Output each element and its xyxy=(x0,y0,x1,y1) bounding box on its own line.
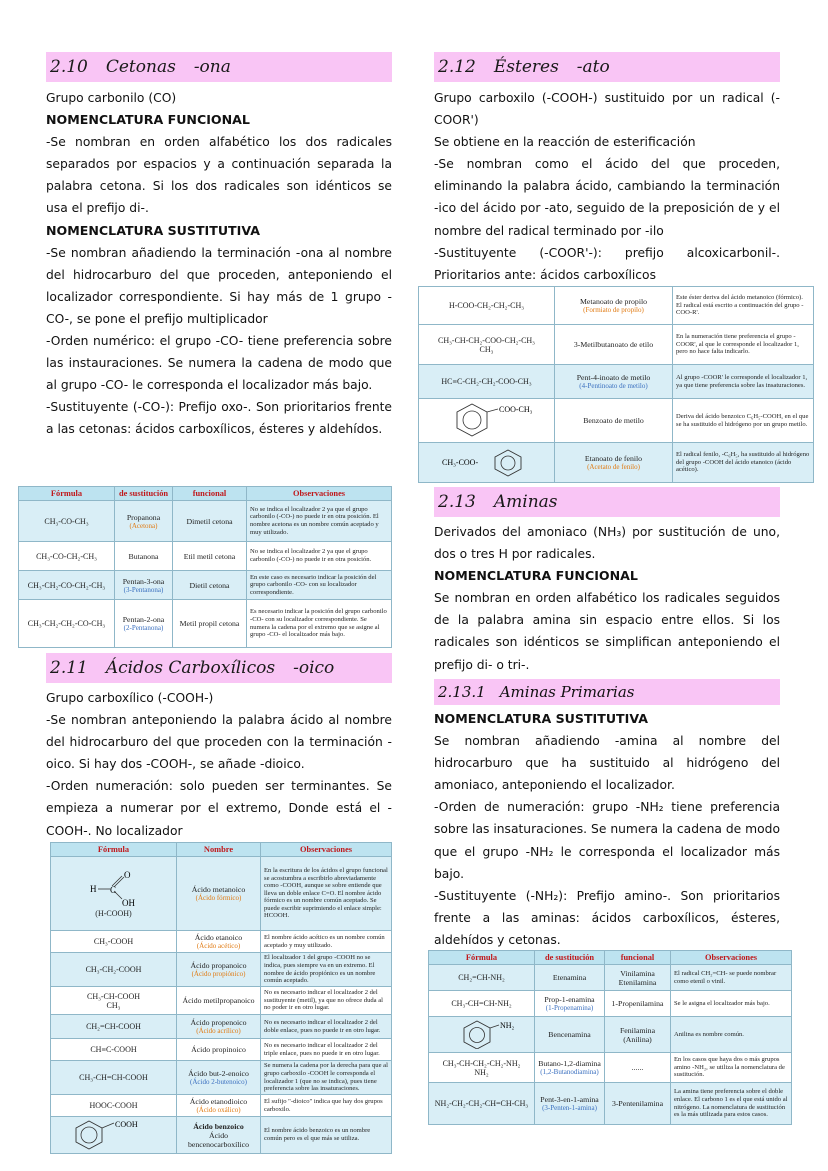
functional-cell: ...... xyxy=(605,1053,671,1083)
col-header: de sustitución xyxy=(115,487,173,501)
alt-name: (4-Pentinoato de metilo) xyxy=(579,382,648,390)
section-suffix: -ato xyxy=(576,57,610,77)
functional-cell: Dimetil cetona xyxy=(173,501,247,542)
table-row xyxy=(429,1053,792,1083)
table-row xyxy=(429,1017,792,1053)
section-name: Ácidos Carboxílicos xyxy=(105,658,276,678)
formula-cell: CH₃-CH₂-CO-CH₂-CH₃ xyxy=(19,571,115,600)
col-header: Fórmula xyxy=(429,951,535,965)
cetonas-h1: NOMENCLATURA FUNCIONAL xyxy=(46,112,250,128)
aminas-primarias-p1: Se nombran añadiendo -amina al nombre del hidrocarburo que ha sustituido al hidrógeno del amoniaco, anteponiendo el localizador. xyxy=(434,734,780,793)
esteres-p2: Se obtiene en la reacción de esterificación xyxy=(434,135,696,150)
name: Pentan-2-ona xyxy=(122,615,165,624)
section-suffix: -oico xyxy=(293,658,335,678)
section-title-aminas-primarias xyxy=(434,679,780,705)
aminas-primarias-p3: -Sustituyente (-NH₂): Prefijo amino-. Son prioritarios frente a las aminas: ácidos carboxílicos, ésteres, aldehídos y cetonas. xyxy=(434,888,780,947)
cetonas-p3: -Se nombran añadiendo la terminación -ona al nombre del hidrocarburo del que proceden, anteponiendo el localizador correspondiente. Si hay más de 1 grupo -CO-, se pone el prefijo multiplicador xyxy=(46,245,392,326)
name-cell xyxy=(177,1095,261,1117)
table-row xyxy=(419,287,814,325)
formic-acid-structure xyxy=(84,869,144,909)
table-row xyxy=(19,501,392,542)
formula-cell xyxy=(429,1053,535,1083)
alt-name: Ácido bencenocarboxílico xyxy=(187,1130,250,1149)
alt-name: (Formiato de propilo) xyxy=(583,306,644,314)
name-cell xyxy=(115,600,173,648)
aminas-p1: Derivados del amoniaco (NH₃) por sustitución de uno, dos o tres H por radicales. xyxy=(434,525,780,562)
name-cell xyxy=(535,1017,605,1053)
section-name: Ésteres xyxy=(493,57,559,77)
observation-cell: No es necesario indicar el localizador 2 del triple enlace, pues no puede ir en otro lugar. xyxy=(261,1039,392,1061)
col-header: Observaciones xyxy=(247,487,392,501)
svg-text:O: O xyxy=(123,870,130,880)
formula-cell: CH₃-COOH xyxy=(51,931,177,953)
section-name: Cetonas xyxy=(105,57,176,77)
table-row xyxy=(51,987,392,1015)
name-cell xyxy=(177,1117,261,1154)
alt-name: (Ácido 2-butenoico) xyxy=(190,1078,247,1086)
section-number: 2.13.1 xyxy=(438,683,486,701)
section-name: Aminas xyxy=(493,492,558,512)
name-cell xyxy=(115,542,173,571)
methyl-benzoate-structure xyxy=(432,401,542,439)
col-header: funcional xyxy=(605,951,671,965)
formula-cell: CH₂=CH-COOH xyxy=(51,1015,177,1039)
name: Bencenamina xyxy=(548,1030,591,1039)
functional-cell: Etil metil cetona xyxy=(173,542,247,571)
alt-name: (Acetato de fenilo) xyxy=(587,463,640,471)
formula-cell: CH₃-CH=CH-COOH xyxy=(51,1061,177,1095)
alt-name: (Acetona) xyxy=(129,521,158,530)
col-header: Fórmula xyxy=(19,487,115,501)
name-cell xyxy=(535,965,605,991)
esteres-table xyxy=(418,286,814,483)
observation-cell: No es necesario indicar el localizador 2 del doble enlace, pues no puede ir en otro lugar. xyxy=(261,1015,392,1039)
section-title-acidos xyxy=(46,653,392,683)
formula-cell xyxy=(419,443,555,483)
formula-cell: CH≡C-COOH xyxy=(51,1039,177,1061)
name: Pent-4-inoato de metilo xyxy=(576,373,651,382)
name: Prop-1-enamina xyxy=(544,995,595,1004)
observation-cell: El nombre ácido benzoico es un nombre común pero es el que más se utiliza. xyxy=(261,1117,392,1154)
functional-cell: Dietil cetona xyxy=(173,571,247,600)
formula-cell: HC≡C-CH₂-CH₂-COO-CH₃ xyxy=(419,365,555,399)
name-cell xyxy=(177,953,261,987)
observation-cell: El localizador 1 del grupo -COOH no se indica, pues siempre va en un extremo. El nombre de ácido propiónico es un nombre común aceptado. xyxy=(261,953,392,987)
formula-cell xyxy=(419,399,555,443)
observation-cell: No se indica el localizador 2 ya que el grupo carbonilo (-CO-) no puede ir en otra posición. xyxy=(247,542,392,571)
alt-name: (Ácido fórmico) xyxy=(195,894,242,902)
observation-cell: Al grupo -COOR' le corresponde el localizador 1, ya que tiene preferencia sobre las insaturaciones. xyxy=(673,365,814,399)
table-row xyxy=(51,1039,392,1061)
formula-label: COOH xyxy=(114,1120,138,1129)
phenyl-acetate-structure xyxy=(432,447,542,477)
name-cell xyxy=(177,987,261,1015)
formula-main: CH₃-CH-COOH xyxy=(86,991,140,1001)
observation-cell: En la escritura de los ácidos el grupo funcional se acostumbra a escribirlo abreviadamente como -COOH, aunque se sobre entiende que lleva un doble enlace C=O. El nombre ácido fórmico es un nombre común aceptado. Se puede escribir suprimiendo el enlace simple: HCOOH. xyxy=(261,857,392,931)
name: Propanona xyxy=(126,512,161,522)
aminas-h1: NOMENCLATURA FUNCIONAL xyxy=(434,568,638,584)
alt-name: (2-Pentanona) xyxy=(123,624,164,632)
formula-cell xyxy=(51,1117,177,1154)
formula-cell xyxy=(429,1017,535,1053)
name-cell xyxy=(177,1039,261,1061)
observation-cell: El sufijo "-dioico" indica que hay dos grupos carboxilo. xyxy=(261,1095,392,1117)
acidos-p3: -Orden numeración: solo pueden ser terminantes. Se empieza a numerar por el extremo, Donde está el -COOH-. No localizador xyxy=(46,779,392,838)
col-header: Observaciones xyxy=(261,843,392,857)
formula-text: (H-COOH) xyxy=(95,909,132,918)
formula-cell xyxy=(419,325,555,365)
observation-cell: El radical fenilo, -C₆H₅, ha sustituido al hidrógeno del grupo -COOH del ácido etanoico (ácido acético). xyxy=(673,443,814,483)
formula-branch: CH₃ xyxy=(479,344,494,354)
cetonas-p5: -Sustituyente (-CO-): Prefijo oxo-. Son prioritarios frente a las cetonas: ácidos carboxílicos, ésteres y aldehídos. xyxy=(46,400,392,437)
col-header: Fórmula xyxy=(51,843,177,857)
section-name: Aminas Primarias xyxy=(499,683,635,701)
name: Etenamina xyxy=(552,973,587,982)
acidos-table xyxy=(50,842,392,1154)
functional-cell: Metil propil cetona xyxy=(173,600,247,648)
observation-cell: El nombre ácido acético es un nombre común aceptado y muy utilizado. xyxy=(261,931,392,953)
formula-cell: NH₂-CH₂-CH₂-CH=CH-CH₃ xyxy=(429,1083,535,1125)
table-row xyxy=(51,953,392,987)
aminas-p2: Se nombran en orden alfabético los radicales seguidos de la palabra amina sin espacio entre ellos. Si los radicales son idénticos se simplifican anteponiendo el prefijo di- o tri-. xyxy=(434,591,780,672)
functional-cell: Fenilamina (Anilina) xyxy=(605,1017,671,1053)
section-number: 2.10 xyxy=(50,57,88,77)
name: Butanona xyxy=(128,551,159,561)
name-cell xyxy=(115,571,173,600)
observation-cell: La amina tiene preferencia sobre el doble enlace. El carbono 1 es el que está unido al nitrógeno. La nomenclatura de sustitución es la más utilizada para estos casos. xyxy=(671,1083,792,1125)
aminas-primarias-h1: NOMENCLATURA SUSTITUTIVA xyxy=(434,711,648,726)
observation-cell: Se numera la cadena por la derecha para que al grupo carboxilo -COOH le corresponda el localizador 1 (que no se indica), pues tiene preferencia sobre las insaturaciones. xyxy=(261,1061,392,1095)
section-number: 2.11 xyxy=(50,658,88,678)
aniline-structure xyxy=(437,1019,527,1049)
name-cell xyxy=(177,857,261,931)
formula-cell: CH₂=CH-NH₂ xyxy=(429,965,535,991)
name: Pent-3-en-1-amina xyxy=(540,1095,599,1104)
aminas-primarias-p2: -Orden de numeración: grupo -NH₂ tiene preferencia sobre las insaturaciones. Se numera la cadena de modo que el grupo -NH₂ le corresponda el localizador más bajo. xyxy=(434,800,780,881)
name-cell xyxy=(115,501,173,542)
formula-cell xyxy=(51,987,177,1015)
name: Etanoato de fenilo xyxy=(584,454,643,463)
acidos-p1: Grupo carboxílico (-COOH-) xyxy=(46,691,214,705)
acidos-p2: -Se nombran anteponiendo la palabra ácido al nombre del hidrocarburo del que proceden con la terminación -oico. Si hay dos -COOH-, se añade -dioico. xyxy=(46,713,392,772)
name: Metanoato de propilo xyxy=(579,297,648,306)
name-cell xyxy=(177,1015,261,1039)
alt-name: (Ácido acético) xyxy=(196,942,241,950)
table-row xyxy=(419,443,814,483)
esteres-p4: -Sustituyente (-COOR'-): prefijo alcoxicarbonil-. Prioritarios ante: ácidos carboxílicos xyxy=(434,245,780,282)
cetonas-text xyxy=(46,87,392,441)
formula-main: CH₃-CH-CH₂-CH₂-NH₂ xyxy=(442,1058,521,1068)
formula-cell: CH₃-CO-CH₃ xyxy=(19,501,115,542)
aminas-primarias-text xyxy=(434,708,780,951)
benzoic-acid-structure xyxy=(69,1118,159,1150)
table-row xyxy=(429,1083,792,1125)
col-header: funcional xyxy=(173,487,247,501)
name-cell xyxy=(535,991,605,1017)
alt-name: (3-Penten-1-amina) xyxy=(542,1104,597,1112)
section-number: 2.13 xyxy=(438,492,476,512)
section-number: 2.12 xyxy=(438,57,476,77)
section-title-aminas xyxy=(434,487,780,517)
observation-cell: Anilina es nombre común. xyxy=(671,1017,792,1053)
table-row xyxy=(19,542,392,571)
observation-cell: Deriva del ácido benzoico C₆H₅-COOH, en el que se ha sustituido el hidrógeno por un grupo metilo. xyxy=(673,399,814,443)
name-cell xyxy=(555,443,673,483)
name-cell xyxy=(555,287,673,325)
formula-label: CH₃-COO- xyxy=(441,457,478,467)
name: Ácido propenoico xyxy=(190,1018,247,1027)
name-cell xyxy=(535,1083,605,1125)
name-cell xyxy=(555,325,673,365)
table-row xyxy=(429,991,792,1017)
name: Ácido but-2-enoico xyxy=(188,1069,249,1078)
name: Ácido metanoico xyxy=(191,885,246,894)
functional-cell: 1-Propenilamina xyxy=(605,991,671,1017)
cetonas-p2: -Se nombran en orden alfabético los dos radicales separados por espacios y a continuación separada la palabra cetona. Si los dos radicales son idénticos se usa el prefijo di-. xyxy=(46,135,392,216)
formula-cell: CH₃-CH₂-COOH xyxy=(51,953,177,987)
svg-text:H: H xyxy=(89,884,96,894)
table-row xyxy=(51,931,392,953)
formula-cell: H-COO-CH₂-CH₂-CH₃ xyxy=(419,287,555,325)
formula-cell: CH₃-CH=CH-NH₂ xyxy=(429,991,535,1017)
table-row xyxy=(419,325,814,365)
cetonas-table xyxy=(18,486,392,648)
formula-cell: HOOC-COOH xyxy=(51,1095,177,1117)
functional-cell: 3-Pentenilamina xyxy=(605,1083,671,1125)
cetonas-p1: Grupo carbonilo (CO) xyxy=(46,91,177,105)
table-row xyxy=(51,1015,392,1039)
esteres-p1: Grupo carboxilo (-COOH-) sustituido por un radical (-COOR') xyxy=(434,91,780,128)
name: Ácido etanodioico xyxy=(189,1097,248,1106)
table-row xyxy=(19,600,392,648)
name: 3-Metilbutanoato de etilo xyxy=(573,340,654,349)
name: Ácido propanoico xyxy=(190,961,247,970)
col-header: Observaciones xyxy=(671,951,792,965)
name: Benzoato de metilo xyxy=(583,416,644,425)
section-title-esteres xyxy=(434,52,780,82)
table-row xyxy=(19,571,392,600)
name: Pentan-3-ona xyxy=(122,576,165,586)
table-row xyxy=(419,365,814,399)
aminas-table xyxy=(428,950,792,1125)
formula-main: CH₃-CH-CH₂-COO-CH₂-CH₃ xyxy=(438,335,535,345)
name: Ácido metilpropanoico xyxy=(182,996,255,1005)
svg-text:C: C xyxy=(109,885,116,895)
formula-label: COO-CH₃ xyxy=(498,404,532,414)
alt-name: (Ácido oxálico) xyxy=(196,1106,241,1114)
esteres-text xyxy=(434,87,780,286)
formula-cell xyxy=(51,857,177,931)
esteres-p3: -Se nombran como el ácido del que proceden, eliminando la palabra ácido, cambiando la terminación -ico del ácido por -ato, seguido de la preposición de y el nombre del radical terminado por -ilo xyxy=(434,157,780,238)
functional-cell: Vinilamina Etenilamina xyxy=(605,965,671,991)
alt-name: (3-Pentanona) xyxy=(123,585,164,594)
formula-label: NH₂ xyxy=(499,1020,514,1030)
cetonas-h2: NOMENCLATURA SUSTITUTIVA xyxy=(46,222,260,238)
observation-cell: No se indica el localizador 2 ya que el grupo carbonilo (-CO-) no puede ir en otra posición. El nombre acetona es un nombre común aceptado y muy utilizado. xyxy=(247,501,392,542)
table-row xyxy=(51,857,392,931)
col-header: de sustitución xyxy=(535,951,605,965)
name: Ácido propinoico xyxy=(191,1045,246,1054)
svg-text:OH: OH xyxy=(121,898,135,908)
observation-cell: El radical CH₂=CH- se puede nombrar como etenil o vinil. xyxy=(671,965,792,991)
formula-cell: CH₃-CH₂-CH₂-CO-CH₃ xyxy=(19,600,115,648)
formula-branch: NH₂ xyxy=(474,1067,489,1077)
table-row xyxy=(51,1117,392,1154)
name-cell xyxy=(555,365,673,399)
observation-cell: En los casos que haya dos o más grupos amino -NH₂, se utiliza la nomenclatura de sustitución. xyxy=(671,1053,792,1083)
formula-cell: CH₃-CO-CH₂-CH₃ xyxy=(19,542,115,571)
table-row xyxy=(419,399,814,443)
observation-cell: No es necesario indicar el localizador 2 del sustituyente (metil), ya que no ofrece duda al no poder ir en otro lugar. xyxy=(261,987,392,1015)
name: Butano-1,2-diamina xyxy=(538,1059,601,1068)
name: Ácido benzoico xyxy=(193,1121,244,1131)
table-row xyxy=(51,1095,392,1117)
observation-cell: Se le asigna el localizador más bajo. xyxy=(671,991,792,1017)
acidos-text xyxy=(46,687,392,842)
name: Ácido etanoico xyxy=(194,933,243,942)
table-row xyxy=(51,1061,392,1095)
alt-name: (Ácido acrílico) xyxy=(196,1027,241,1035)
aminas-text xyxy=(434,521,780,676)
name-cell xyxy=(177,1061,261,1095)
observation-cell: Este éster deriva del ácido metanoico (fórmico). El radical está escrito a continuación del grupo -COO-R'. xyxy=(673,287,814,325)
col-header: Nombre xyxy=(177,843,261,857)
name-cell xyxy=(555,399,673,443)
observation-cell: En este caso es necesario indicar la posición del grupo carbonilo -CO- con su localizador correspondiente. xyxy=(247,571,392,600)
section-suffix: -ona xyxy=(193,57,231,77)
section-title-cetonas xyxy=(46,52,392,82)
alt-name: (1,2-Butanodiamina) xyxy=(540,1068,599,1076)
table-row xyxy=(429,965,792,991)
cetonas-p4: -Orden numérico: el grupo -CO- tiene preferencia sobre las instauraciones. Se numera la cadena de modo que al grupo -CO- le corresponda el localizador más bajo. xyxy=(46,334,392,393)
formula-branch: CH₃ xyxy=(106,1000,121,1010)
observation-cell: Es necesario indicar la posición del grupo carbonilo -CO- con su localizador correspondiente. Se numera la cadena por el extremo que se asigne al grupo -CO- el localizador más bajo. xyxy=(247,600,392,648)
observation-cell: En la numeración tiene preferencia el grupo -COOR', al que le corresponde el localizador 1, pero no hace falta indicarlo. xyxy=(673,325,814,365)
alt-name: (Ácido propiónico) xyxy=(191,970,246,978)
alt-name: (1-Propenamina) xyxy=(545,1004,594,1012)
name-cell xyxy=(535,1053,605,1083)
name-cell xyxy=(177,931,261,953)
